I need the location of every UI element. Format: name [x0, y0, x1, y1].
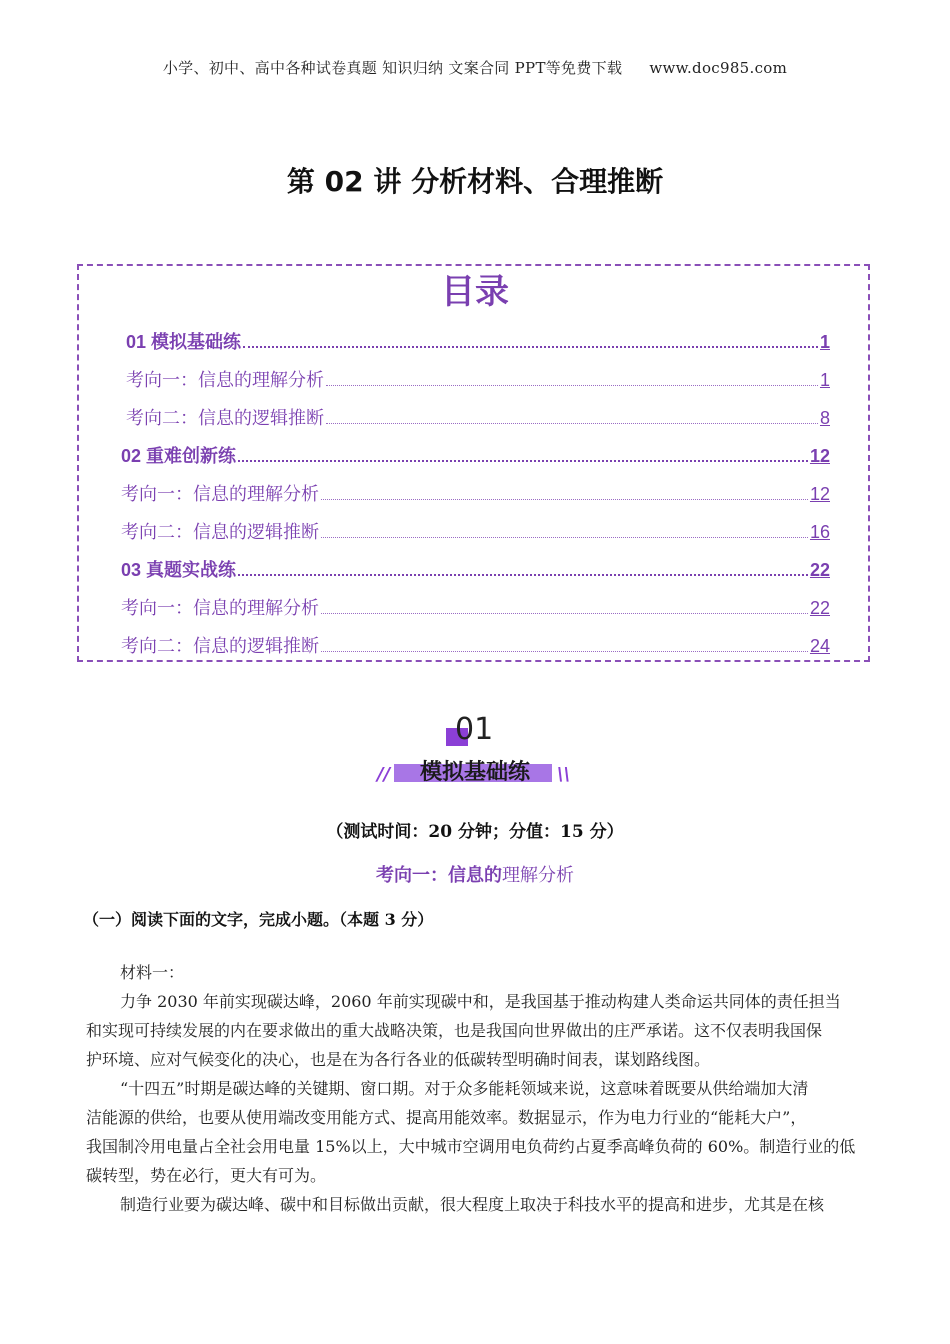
paragraph-line: 制造行业要为碳达峰、碳中和目标做出贡献，很大程度上取决于科技水平的提高和进步，尤其是在核 — [120, 1195, 825, 1214]
direction-normal: 理解分析 — [502, 865, 574, 885]
toc-entry[interactable] — [121, 480, 830, 506]
paragraph-line: “十四五”时期是碳达峰的关键期、窗口期。对于众多能耗领域来说，这意味着既要从供给端加大清 — [120, 1079, 809, 1098]
toc-entry[interactable] — [121, 556, 830, 582]
toc-entry[interactable] — [121, 594, 830, 620]
header-site-link[interactable]: www.doc985.com — [649, 59, 788, 77]
toc-entry-label: 考向二：信息的逻辑推断 — [126, 408, 324, 428]
toc-leader-dots — [326, 384, 818, 386]
toc-entry-label: 考向一：信息的理解分析 — [126, 370, 324, 390]
toc-entry[interactable] — [126, 404, 830, 430]
toc-entry-page-link[interactable]: 12 — [809, 484, 830, 504]
direction-heading — [0, 861, 950, 887]
toc-entry-page-link[interactable]: 24 — [809, 636, 830, 656]
paragraph-2 — [86, 1074, 876, 1190]
page-header — [0, 57, 950, 78]
toc-entry[interactable] — [121, 442, 830, 468]
toc-entry-label: 01 模拟基础练 — [126, 332, 242, 352]
toc-entry[interactable] — [121, 518, 830, 544]
toc-entry-page-link[interactable]: 22 — [809, 560, 830, 580]
paragraph-3 — [86, 1190, 876, 1219]
toc-entry-label: 考向二：信息的逻辑推断 — [121, 522, 319, 542]
toc-entry-page-link[interactable]: 16 — [809, 522, 830, 542]
paragraph-line: 碳转型，势在必行，更大有可为。 — [86, 1166, 327, 1185]
toc-leader-dots — [321, 650, 808, 652]
toc-entry[interactable] — [126, 328, 830, 354]
paragraph-line: 护环境、应对气候变化的决心，也是在为各行各业的低碳转型明确时间表，谋划路线图。 — [86, 1050, 711, 1069]
toc-leader-dots — [321, 498, 808, 500]
toc-entry-page-link[interactable]: 12 — [809, 446, 830, 466]
paragraph-line: 我国制冷用电量占全社会用电量 15%以上，大中城市空调用电负荷约占夏季高峰负荷的 60%。制造行业的低 — [86, 1137, 856, 1156]
paragraph-line: 和实现可持续发展的内在要求做出的重大战略决策，也是我国向世界做出的庄严承诺。这不仅表明我国保 — [86, 1021, 823, 1040]
section-name: 模拟基础练 — [419, 760, 530, 785]
paragraph-line: 洁能源的供给，也要从使用端改变用能方式、提高用能效率。数据显示，作为电力行业的“能耗大户”， — [86, 1108, 807, 1127]
toc-entry-label: 考向一：信息的理解分析 — [121, 598, 319, 618]
toc-leader-dots — [238, 573, 808, 576]
toc-entry-page-link[interactable]: 8 — [819, 408, 830, 428]
toc-entry-label: 考向一：信息的理解分析 — [121, 484, 319, 504]
paragraph-1 — [86, 987, 876, 1074]
section-slash-left: // — [377, 764, 391, 785]
instruction: （一）阅读下面的文字，完成小题。（本题 3 分） — [83, 910, 434, 929]
direction-bold: 考向一：信息的 — [376, 865, 502, 885]
toc-entry[interactable] — [121, 632, 830, 658]
toc-leader-dots — [326, 422, 818, 424]
toc-entry-page-link[interactable]: 22 — [809, 598, 830, 618]
toc-entry-label: 考向二：信息的逻辑推断 — [121, 636, 319, 656]
toc-entry[interactable] — [126, 366, 830, 392]
section-number: 01 — [455, 712, 494, 747]
section-slash-right: \\ — [557, 764, 571, 785]
toc-entry-label: 02 重难创新练 — [121, 446, 237, 466]
page-title: 第 02 讲 分析材料、合理推断 — [286, 165, 664, 198]
material-label — [86, 958, 876, 987]
toc-leader-dots — [243, 345, 818, 348]
toc-entry-label: 03 真题实战练 — [121, 560, 237, 580]
toc-entry-page-link[interactable]: 1 — [819, 370, 830, 390]
toc-leader-dots — [238, 459, 808, 462]
material-label-text: 材料一： — [120, 963, 185, 982]
test-info: （测试时间：20 分钟；分值：15 分） — [326, 822, 624, 842]
toc-heading: 目录 — [441, 272, 509, 312]
toc-leader-dots — [321, 536, 808, 538]
header-text: 小学、初中、高中各种试卷真题 知识归纳 文案合同 PPT等免费下载 — [162, 59, 623, 77]
toc-entry-page-link[interactable]: 1 — [819, 332, 830, 352]
paragraph-line: 力争 2030 年前实现碳达峰，2060 年前实现碳中和，是我国基于推动构建人类命运共同体的责任担当 — [120, 992, 841, 1011]
toc-leader-dots — [321, 612, 808, 614]
